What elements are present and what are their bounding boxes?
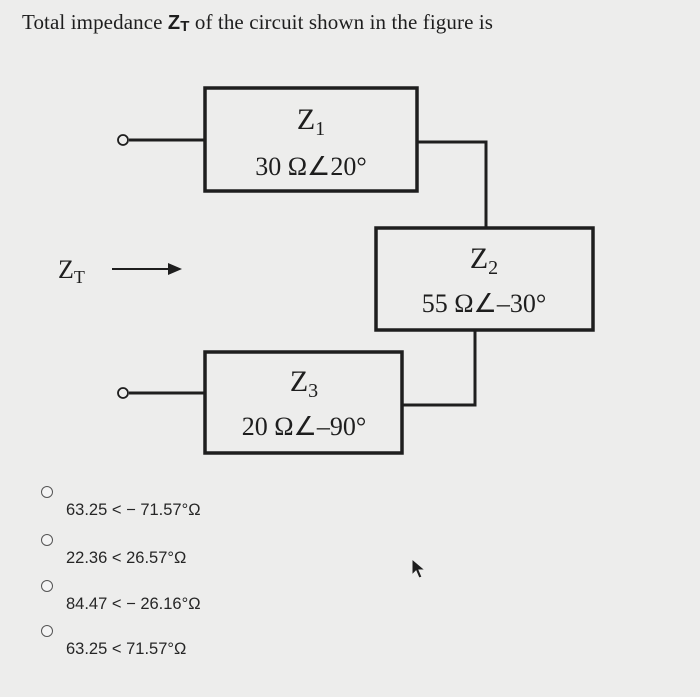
z1-name: $Z_1$: [296, 103, 326, 140]
question-prefix: Total impedance: [22, 10, 168, 34]
question-zt: $Z_T$: [167, 12, 190, 35]
option-4[interactable]: [0, 625, 320, 677]
z3-value: 20 Ω∠–90°: [241, 412, 367, 441]
arrow-right-icon: [112, 263, 182, 275]
bottom-terminal: [118, 388, 128, 398]
radio-button-icon[interactable]: [41, 625, 53, 637]
top-terminal: [118, 135, 128, 145]
radio-button-icon[interactable]: [41, 534, 53, 546]
z2-value: 55 Ω∠–30°: [421, 289, 547, 318]
option-label: 84.47 < − 26.16°Ω: [66, 595, 201, 613]
z3-name: $Z_3$: [289, 365, 319, 402]
option-1[interactable]: [0, 486, 320, 538]
question-suffix: of the circuit shown in the figure is: [189, 10, 494, 34]
mouse-pointer-icon: [411, 558, 427, 580]
z1-z2-wire: [417, 142, 486, 228]
option-label: 63.25 < 71.57°Ω: [66, 640, 187, 658]
z2-name: $Z_2$: [469, 242, 499, 279]
option-label: 63.25 < − 71.57°Ω: [66, 501, 201, 519]
z2-z3-wire: [402, 330, 475, 405]
option-label: 22.36 < 26.57°Ω: [66, 549, 187, 567]
zt-label: ZT: [58, 255, 85, 287]
radio-button-icon[interactable]: [41, 580, 53, 592]
radio-button-icon[interactable]: [41, 486, 53, 498]
option-2[interactable]: [0, 534, 320, 586]
z1-value: 30 Ω∠20°: [255, 152, 367, 181]
